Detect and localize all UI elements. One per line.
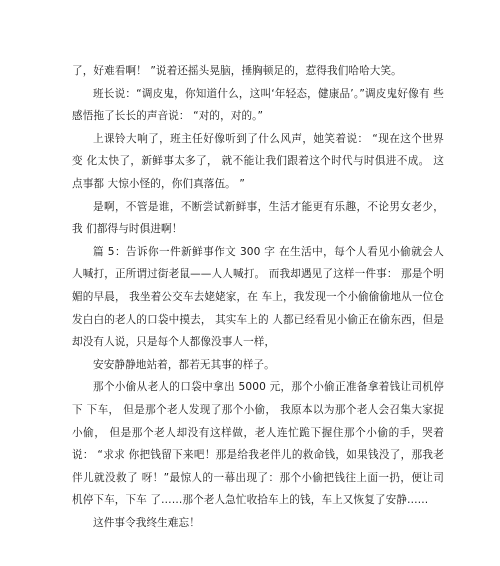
paragraph-3: 上课铃大响了，班主任好像听到了什么风声，她笑着说： “现在这个世界变 化太快了，新鲜事太多了， 就不能让我们跟着这个时代与时俱进不成。 这点事都 大惊小怪的，你们真落伍。 ”	[72, 132, 444, 190]
paragraph-2: 班长说：“调皮鬼，你知道什么，这叫‘年轻态，健康品’。”调皮鬼好像有 些感悟拖了长长的声音说： “对的，对的。”	[72, 87, 444, 123]
paragraph-5: 篇 5：告诉你一件新鲜事作文 300 字 在生活中，每个人看见小偷就会人人喊打，正所谓过街老鼠——人人喊打。 而我却遇见了这样一件事： 那是个明媚的早晨， 我坐着公交车去姥姥家，在 车上，我发现一个小偷偷偷地从一位仓发白白的老人的口袋中摸去， 其实车上的 人都已经看见小偷正在偷东西，但是却没有人说，只是每个人都像没事人一样，	[72, 245, 444, 349]
paragraph-1: 了，好难看啊！ ”说着还摇头晃脑，捶胸顿足的，惹得我们哈哈大笑。	[72, 65, 402, 77]
paragraph-4: 是啊，不管是谁，不断尝试新鲜事，生活才能更有乐趣，不论男女老少，我 们都得与时俱进啊！	[72, 200, 444, 236]
paragraph-8: 这件事令我终生难忘！	[93, 516, 200, 529]
paragraph-6: 安安静静地站着，都若无其事的样子。	[93, 358, 275, 371]
document-page	[72, 60, 444, 534]
paragraph-7: 那个小偷从老人的口袋中拿出 5000 元，那个小偷正准备拿着钱让司机停下 下车， 但是那个老人发现了那个小偷， 我原本以为那个老人会召集大家捉小偷， 但是那个老人却没有这样做，老人连忙跪下握住那个小偷的手，哭着说： “求求 你把钱留下来吧！那是给我老伴儿的救命钱，如果钱没了，那我老伴儿就没救了 呀！”最惊人的一幕出现了：那个小偷把钱往上面一扔，便让司机停下车，下车 了……那个老人急忙收拾车上的钱，车上又恢复了安静……	[72, 381, 444, 507]
